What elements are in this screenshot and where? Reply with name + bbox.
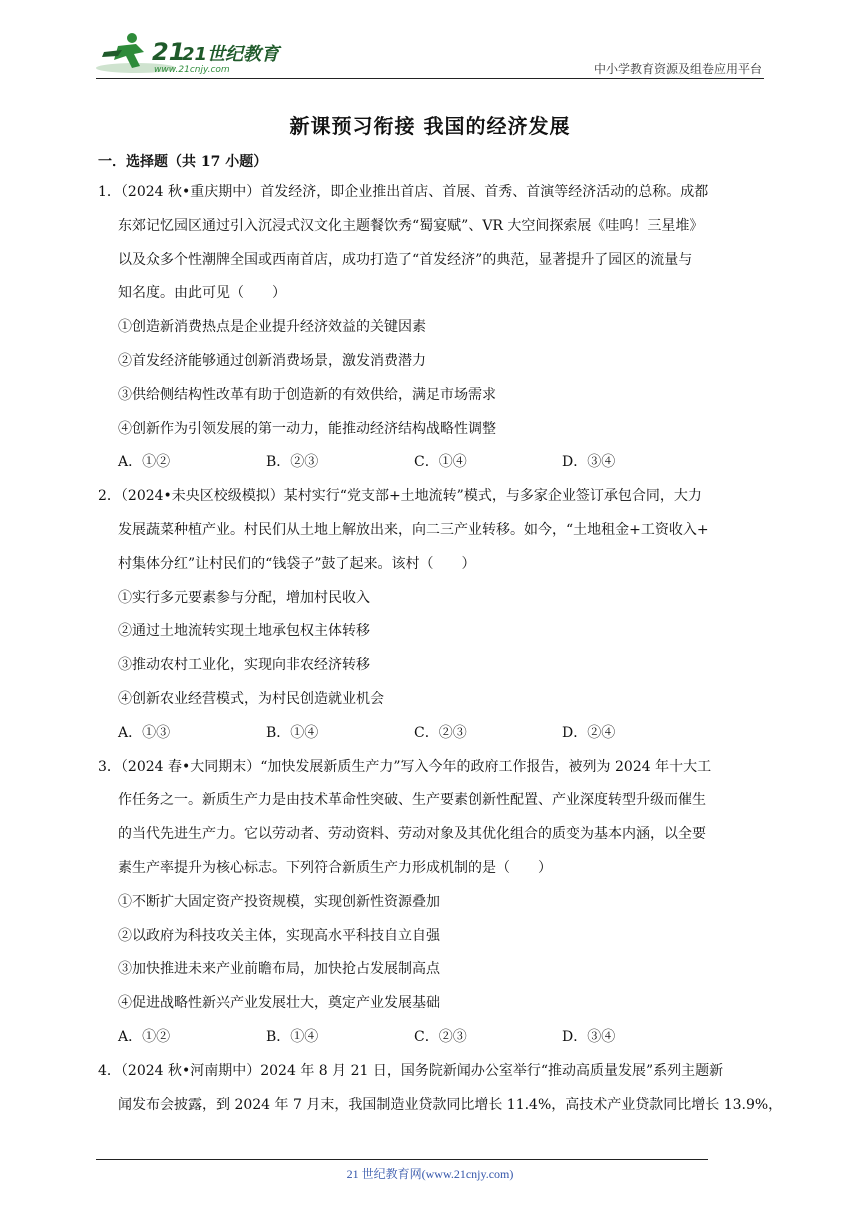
statement: ③加快推进未来产业前瞻布局，加快抢占发展制高点 [118,961,440,978]
statement: ①创造新消费热点是企业提升经济效益的关键因素 [118,319,426,336]
statement: ①不断扩大固定资产投资规模，实现创新性资源叠加 [118,893,440,910]
question-2 [98,480,766,750]
statement: ②通过土地流转实现土地承包权主体转移 [118,623,370,640]
question-text-line: 发展蔬菜种植产业。村民们从土地上解放出来，向二三产业转移。如今，“土地租金+工资收入+ [118,521,709,538]
footer-divider [96,1159,708,1160]
option-d: D．③④ [562,454,616,471]
question-text-line: 村集体分红”让村民们的“钱袋子”鼓了起来。该村（ ） [118,555,476,572]
question-text-line: 1．（2024 秋•重庆期中）首发经济，即企业推出首店、首展、首秀、首演等经济活动的总称。成都 [98,184,709,200]
statement: ④创新农业经营模式，为村民创造就业机会 [118,690,384,707]
question-text-line: 以及众多个性潮牌全国或西南首店，成功打造了“首发经济”的典范，显著提升了园区的流量与 [118,251,693,268]
platform-name: 中小学教育资源及组卷应用平台 [593,62,762,76]
option-c: C．②③ [414,724,467,741]
question-4 [98,1055,783,1123]
section-heading: 一．选择题（共 17 小题） [98,154,268,170]
question-text-line: 的当代先进生产力。它以劳动者、劳动资料、劳动对象及其优化组合的质变为基本内涵，以全要 [118,826,706,843]
question-text-line: 作任务之一。新质生产力是由技术革命性突破、生产要素创新性配置、产业深度转型升级而催生 [118,792,706,809]
statement: ②首发经济能够通过创新消费场景，激发消费潜力 [118,352,426,369]
option-d: D．③④ [562,1028,616,1045]
page-title: 新课预习衔接 我国的经济发展 [289,114,571,138]
option-b: B．①④ [266,724,319,741]
question-1 [98,176,766,480]
option-c: C．②③ [414,1028,467,1045]
option-a: A．①② [118,454,171,471]
svg-text:21: 21 [152,38,186,66]
question-text-line: 闻发布会披露，到 2024 年 7 月末，我国制造业贷款同比增长 11.4%，高技术产业贷款同比增长 13.9%， [118,1096,783,1113]
answer-options [98,717,766,751]
question-text-line: 知名度。由此可见（ ） [118,285,286,302]
answer-options [98,446,766,480]
site-logo [96,30,280,76]
question-text-line: 素生产率提升为核心标志。下列符合新质生产力形成机制的是（ ） [118,859,552,876]
option-b: B．②③ [266,454,319,471]
option-d: D．②④ [562,724,616,741]
footer-link[interactable]: 21 世纪教育网(www.21cnjy.com) [346,1167,514,1181]
question-3 [98,751,766,1055]
svg-text:21世纪教育: 21世纪教育 [182,44,280,65]
option-a: A．①③ [118,724,171,741]
statement: ②以政府为科技攻关主体，实现高水平科技自立自强 [118,927,440,944]
option-b: B．①④ [266,1028,319,1045]
option-c: C．①④ [414,454,467,471]
svg-text:www.21cnjy.com: www.21cnjy.com [154,65,230,75]
statement: ④创新作为引领发展的第一动力，能推动经济结构战略性调整 [118,420,496,437]
statement: ①实行多元要素参与分配，增加村民收入 [118,589,370,606]
statement: ③推动农村工业化，实现向非农经济转移 [118,657,370,674]
option-a: A．①② [118,1028,171,1045]
statement: ④促进战略性新兴产业发展壮大，奠定产业发展基础 [118,995,440,1012]
header-divider [96,78,764,79]
question-text-line: 3．（2024 春•大同期末）“加快发展新质生产力”写入今年的政府工作报告，被列为 2024 年十大工 [98,758,712,775]
answer-options [98,1021,766,1055]
page-header [96,30,764,78]
question-text-line: 4．（2024 秋•河南期中）2024 年 8 月 21 日，国务院新闻办公室举行“推动高质量发展”系列主题新 [98,1062,724,1079]
question-text-line: 东郊记忆园区通过引入沉浸式汉文化主题餐饮秀“蜀宴赋”、VR 大空间探索展《哇呜！三星堆》 [118,217,704,234]
question-text-line: 2．（2024•未央区校级模拟）某村实行“党支部+土地流转”模式，与多家企业签订承包合同，大力 [98,488,702,505]
question-list [98,176,783,1122]
statement: ③供给侧结构性改革有助于创造新的有效供给，满足市场需求 [118,386,496,403]
